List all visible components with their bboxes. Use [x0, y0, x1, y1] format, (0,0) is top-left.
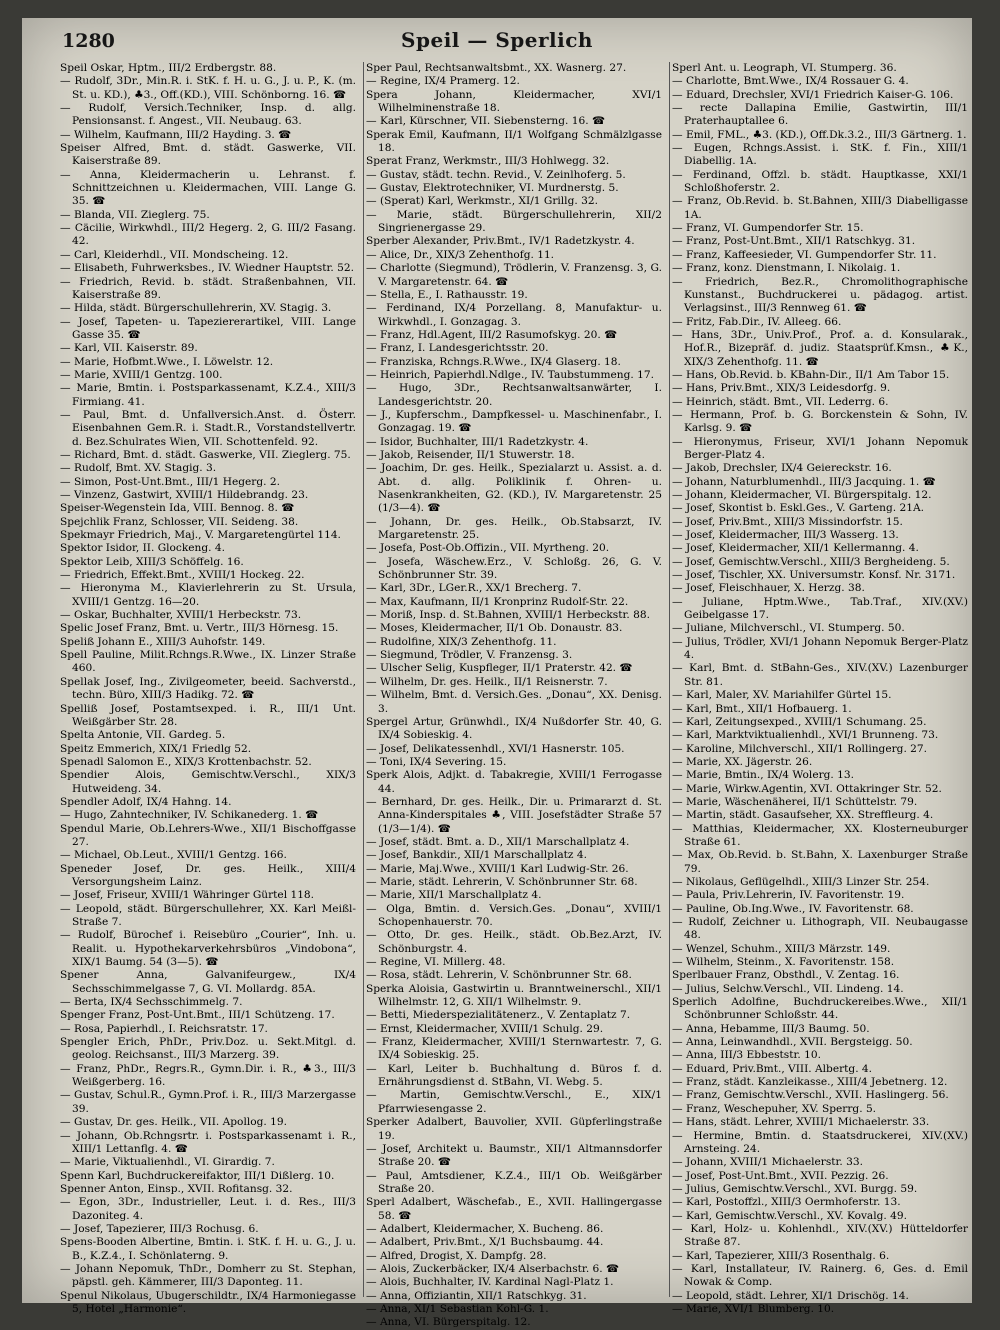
page-number: 1280 — [62, 30, 115, 52]
directory-entry: — Marie, XII/1 Marschallplatz 4. — [366, 889, 542, 902]
directory-entry: — Elisabeth, Fuhrwerksbes., IV. Wiedner Hauptstr. 52. — [60, 262, 354, 275]
directory-entry: — Bernhard, Dr. ges. Heilk., Dir. u. Primararzt d. St. Anna-Kinderspitales ♣, VIII. Josefstädter Straße 57 (1/3—1/4). ☎ — [366, 795, 662, 835]
directory-entry: — Eduard, Priv.Bmt., VIII. Albertg. 4. — [672, 1062, 873, 1075]
directory-entry: Spektor Leib, XIII/3 Schöffelg. 16. — [60, 555, 244, 568]
directory-entry: — Johann, Dr. ges. Heilk., Ob.Stabsarzt, IV. Margaretenstr. 25. — [366, 515, 662, 542]
directory-entry: — Charlotte (Siegmund), Trödlerin, V. Franzensg. 3, G. V. Margaretenstr. 64. ☎ — [366, 262, 662, 288]
directory-entry: — Heinrich, städt. Bmt., VII. Lederrg. 6. — [672, 395, 889, 408]
directory-entry: — Franz, I. Landesgerichtsstr. 20. — [366, 342, 549, 355]
directory-entry: — Anna, Leinwandhdl., XVII. Bergsteigg. 50. — [672, 1036, 913, 1049]
directory-entry: — Friedrich, Revid. b. städt. Straßenbahnen, VII. Kaiserstraße 89. — [60, 275, 356, 301]
directory-entry: — Franz, Gemischtw.Verschl., XVII. Haslingerg. 56. — [672, 1089, 949, 1102]
directory-entry: — Josef, Tapezierer, III/3 Rochusg. 6. — [60, 1222, 259, 1235]
directory-entry: — Leopold, städt. Lehrer, XI/1 Drischög. 14. — [672, 1289, 909, 1302]
directory-entry: — Regine, IX/4 Pramerg. 12. — [366, 75, 520, 88]
directory-entry: Sperat Franz, Werkmstr., III/3 Hohlwegg. 32. — [366, 155, 610, 168]
directory-entry: — Betti, Miederspezialitätenerz., V. Zentaplatz 7. — [366, 1009, 631, 1022]
directory-entry: — Anna, XI/1 Sebastian Kohl-G. 1. — [366, 1302, 549, 1315]
directory-entry: Sperl Ant. u. Leograph, VI. Stumperg. 36. — [672, 62, 897, 74]
directory-columns — [60, 62, 968, 1329]
directory-entry: — Johann, Ob.Rchngsrtr. i. Postsparkassenamt i. R., XIII/1 Lettanflg. 4. ☎ — [60, 1129, 356, 1155]
directory-entry: Sperka Aloisia, Gastwirtin u. Branntweinerschl., XII/1 Wilhelmstr. 12, G. XII/1 Wilhelmstr. 9. — [366, 982, 662, 1009]
directory-entry: — Franz, PhDr., Regrs.R., Gymn.Dir. i. R., ♣3., III/3 Weißgerberg. 16. — [60, 1062, 356, 1089]
directory-entry: — Karl, Postoffzl., XIII/3 Oermhoferstr. 13. — [672, 1196, 901, 1209]
directory-entry: Sperak Emil, Kaufmann, II/1 Wolfgang Schmälzlgasse 18. — [366, 128, 662, 155]
directory-entry: — Franz, Hdl.Agent, III/2 Rasumofskyg. 20. ☎ — [366, 328, 618, 341]
directory-entry: — Karl, Bmt. d. StBahn-Ges., XIV.(XV.) Lazenburger Str. 81. — [672, 662, 968, 688]
directory-entry: — Marie, XVIII/1 Gentzg. 100. — [60, 368, 223, 381]
directory-entry: — Alois, Buchhalter, IV. Kardinal Nagl-Platz 1. — [366, 1276, 614, 1289]
directory-entry: — Charlotte, Bmt.Wwe., IX/4 Rossauer G. 4. — [672, 75, 909, 88]
directory-entry: — Marie, Viktualienhdl., VI. Girardig. 7. — [60, 1156, 275, 1169]
directory-entry: — Blanda, VII. Zieglerg. 75. — [60, 208, 210, 221]
directory-entry: Spendier Alois, Gemischtw.Verschl., XIX/3 Hutweideng. 34. — [60, 769, 356, 795]
directory-entry: Spelta Antonie, VII. Gardeg. 5. — [60, 729, 226, 742]
directory-entry: — Hans, 3Dr., Univ.Prof., Prof. a. d. Konsularak., Hof.R., Bizepräf. d. judiz. Staatsprüf.Kmsn., ♣K., XIX/3 Zehenthofg. 11. ☎ — [672, 328, 968, 368]
directory-entry: — Karoline, Milchverschl., XII/1 Rollingerg. 27. — [672, 742, 928, 755]
directory-entry: — Max, Ob.Revid. b. St.Bahn, X. Laxenburger Straße 79. — [672, 849, 968, 875]
directory-entry: — Gustav, Schul.R., Gymn.Prof. i. R., III/3 Marzergasse 39. — [60, 1089, 356, 1115]
directory-entry: — Hieronyma M., Klavierlehrerin zu St. Ursula, XVIII/1 Gentzg. 16—20. — [60, 582, 356, 608]
directory-entry: Sperl Adalbert, Wäschefab., E., XVII. Hallingergasse 58. ☎ — [366, 1196, 662, 1222]
directory-entry: — Hermine, Bmtin. d. Staatsdruckerei, XIV.(XV.) Arnsteing. 24. — [672, 1129, 968, 1155]
directory-entry: — Rudolf, Bmt. XV. Stagig. 3. — [60, 462, 217, 475]
directory-entry: — Fritz, Fab.Dir., IV. Alleeg. 66. — [672, 315, 842, 328]
directory-entry: — Hermann, Prof. b. G. Borckenstein & Sohn, IV. Karlsg. 9. ☎ — [672, 408, 968, 435]
directory-entry: — Josef, Friseur, XVIII/1 Währinger Gürtel 118. — [60, 889, 315, 902]
directory-entry: — Josef, Bankdir., XII/1 Marschallplatz 4. — [366, 849, 587, 862]
directory-entry: — Friedrich, Bez.R., Chromolithographische Kunstanst., Buchdruckerei u. pädagog. artist. Verlagsinst., III/3 Rennweg 61. ☎ — [672, 275, 968, 315]
directory-entry: — recte Dallapina Emilie, Gastwirtin, III/1 Praterhauptallee 6. — [672, 102, 968, 128]
directory-entry: — Anna, Kleidermacherin u. Lehranst. f. Schnittzeichnen u. Kleidermachen, VIII. Lange G. 35. ☎ — [60, 168, 356, 208]
directory-entry: — Eugen, Rchngs.Assist. i. StK. f. Fin., XIII/1 Diabellig. 1A. — [672, 142, 968, 168]
directory-entry: — (Sperat) Karl, Werkmstr., XI/1 Grillg. 32. — [366, 195, 598, 208]
directory-entry: — Otto, Dr. ges. Heilk., städt. Ob.Bez.Arzt, IV. Schönburgstr. 4. — [366, 929, 662, 955]
directory-entry: — Paula, Priv.Lehrerin, IV. Favoritenstr. 19. — [672, 889, 905, 902]
directory-entry: — Vinzenz, Gastwirt, XVIII/1 Hildebrandg. 23. — [60, 489, 309, 501]
directory-entry: — Toni, IX/4 Severing. 15. — [366, 755, 507, 768]
directory-entry: — Oskar, Buchhalter, XVIII/1 Herbeckstr. 73. — [60, 609, 302, 622]
directory-entry: Speneder Josef, Dr. ges. Heilk., XIII/4 Versorgungsheim Lainz. — [60, 862, 356, 888]
directory-entry: — Marie, XVI/1 Blumberg. 10. — [672, 1302, 835, 1315]
directory-entry: — Adalbert, Kleidermacher, X. Bucheng. 86. — [366, 1222, 604, 1235]
directory-entry: — Olga, Bmtin. d. Versich.Ges. „Donau“, XVIII/1 Schopenhauerstr. 70. — [366, 902, 662, 928]
directory-entry: — Karl, Maler, XV. Mariahilfer Gürtel 15. — [672, 689, 892, 702]
directory-entry: — Marie, Wäschenäherei, II/1 Schüttelstr. 79. — [672, 795, 918, 808]
directory-entry: — Karl, Bmt., XII/1 Hofbauerg. 1. — [672, 702, 852, 715]
directory-entry: Spelic Josef Franz, Bmt. u. Vertr., III/3 Hörnesg. 15. — [60, 622, 339, 635]
directory-entry: — Julius, Trödler, XVI/1 Johann Nepomuk Berger-Platz 4. — [672, 635, 968, 662]
directory-entry: — Wilhelm, Kaufmann, III/2 Hayding. 3. ☎ — [60, 128, 292, 141]
directory-entry: — Gustav, Elektrotechniker, VI. Murdnerstg. 5. — [366, 182, 619, 195]
directory-entry: — Max, Kaufmann, II/1 Kronprinz Rudolf-Str. 22. — [366, 595, 629, 608]
directory-entry: — Richard, Bmt. d. städt. Gaswerke, VII. Zieglerg. 75. — [60, 448, 351, 461]
directory-entry: — Martin, Gemischtw.Verschl., E., XIX/1 Pfarrwiesengasse 2. — [366, 1089, 662, 1115]
directory-entry: Spendul Marie, Ob.Lehrers-Wwe., XII/1 Bischoffgasse 27. — [60, 822, 356, 848]
directory-entry: — Rudolf, 3Dr., Min.R. i. StK. f. H. u. G., J. u. P., K. (m. St. u. KD.), ♣3., Off.(KD.), VIII. Schönborng. 16. ☎ — [60, 75, 356, 101]
directory-entry: — Gustav, städt. techn. Revid., V. Zeinlhoferg. 5. — [366, 168, 626, 181]
column-1 — [60, 62, 356, 1315]
directory-entry: Spelliß Josef, Postamtsexped. i. R., III/1 Unt. Weißgärber Str. 28. — [60, 702, 356, 728]
directory-entry: — Moses, Kleidermacher, II/1 Ob. Donaustr. 83. — [366, 622, 623, 635]
directory-entry: — Franz, VI. Gumpendorfer Str. 15. — [672, 222, 864, 235]
directory-entry: — Wilhelm, Bmt. d. Versich.Ges. „Donau“, XX. Denisg. 3. — [366, 689, 662, 715]
directory-entry: — Berta, IX/4 Sechsschimmelg. 7. — [60, 996, 243, 1009]
directory-entry: — Josef, Tapeten- u. Tapeziererartikel, VIII. Lange Gasse 35. ☎ — [60, 315, 356, 341]
directory-entry: — Karl, Gemischtw.Verschl., XV. Kovalg. 49. — [672, 1209, 907, 1222]
directory-entry: — Egon, 3Dr., Industrieller, Leut. i. d. Res., III/3 Dazoniteg. 4. — [60, 1196, 356, 1222]
directory-entry: — Karl, Marktviktualienhdl., XVI/1 Brunneng. 73. — [672, 729, 939, 742]
directory-entry: — Leopold, städt. Bürgerschullehrer, XX. Karl Meißl-Straße 7. — [60, 902, 356, 928]
directory-entry: — Johann, Kleidermacher, VI. Bürgerspitalg. 12. — [672, 489, 932, 501]
directory-entry: — Simon, Post-Unt.Bmt., III/1 Hegerg. 2. — [60, 475, 280, 488]
directory-entry: — Wilhelm, Steinm., X. Favoritenstr. 158. — [672, 956, 895, 969]
directory-entry: Spekmayr Friedrich, Maj., V. Margaretengürtel 114. — [60, 529, 341, 542]
directory-entry: — Franz, städt. Kanzleikasse., XIII/4 Jebetnerg. 12. — [672, 1076, 948, 1089]
directory-entry: — Michael, Ob.Leut., XVIII/1 Gentzg. 166. — [60, 849, 287, 862]
directory-entry: Spenger Franz, Post-Unt.Bmt., III/1 Schützeng. 17. — [60, 1009, 335, 1022]
directory-entry: — Ferdinand, IX/4 Porzellang. 8, Manufaktur- u. Wirkwhdl., I. Gonzagag. 3. — [366, 302, 662, 328]
directory-entry: Speitz Emmerich, XIX/1 Friedlg 52. — [60, 742, 252, 755]
directory-entry: — Marie, Bmtin. i. Postsparkassenamt, K.Z.4., XIII/3 Firmiang. 41. — [60, 382, 356, 408]
directory-entry: — Hieronymus, Friseur, XVI/1 Johann Nepomuk Berger-Platz 4. — [672, 435, 968, 461]
directory-entry: — Karl, Leiter b. Buchhaltung d. Büros f. d. Ernährungsdienst d. StBahn, VI. Webg. 5. — [366, 1062, 662, 1089]
directory-entry: Sperk Alois, Adjkt. d. Tabakregie, XVIII/1 Ferrogasse 44. — [366, 769, 662, 795]
directory-entry: — Josefa, Wäschew.Erz., V. Schloßg. 26, G. V. Schönbrunner Str. 39. — [366, 555, 662, 582]
directory-entry: — Johann, Naturblumenhdl., III/3 Jacquing. 1. ☎ — [672, 475, 936, 488]
directory-entry: — Friedrich, Effekt.Bmt., XVIII/1 Hockeg. 22. — [60, 569, 305, 582]
directory-entry: — Josef, Post-Unt.Bmt., XVII. Pezzig. 26. — [672, 1169, 889, 1182]
column-2 — [366, 62, 662, 1329]
directory-entry: — Jakob, Drechsler, IX/4 Geiereckstr. 16. — [672, 462, 892, 475]
directory-entry: Sperber Alexander, Priv.Bmt., IV/1 Radetzkystr. 4. — [366, 235, 635, 248]
directory-entry: — Josef, Kleidermacher, III/3 Wasserg. 13. — [672, 529, 899, 542]
directory-entry: — Alois, Zuckerbäcker, IX/4 Alserbachstr. 6. ☎ — [366, 1262, 620, 1275]
directory-entry: — Heinrich, Papierhdl.Ndlge., IV. Taubstummeng. 17. — [366, 368, 654, 381]
directory-entry: — Josef, Fleischhauer, X. Herzg. 38. — [672, 582, 865, 595]
directory-entry: — Karl, Holz- u. Kohlenhdl., XIV.(XV.) Hütteldorfer Straße 87. — [672, 1222, 968, 1249]
directory-entry: — Emil, FML., ♣3. (KD.), Off.Dk.3.2., III/3 Gärtnerg. 1. — [672, 128, 967, 141]
directory-entry: — Rudolf, Versich.Techniker, Insp. d. allg. Pensionsanst. f. Angest., VII. Neubaug. 63. — [60, 102, 356, 128]
directory-entry: Spenul Nikolaus, Ubugerschildtr., IX/4 Harmoniegasse 5, Hotel „Harmonie“. — [60, 1289, 356, 1315]
directory-entry: — Karl, 3Dr., LGer.R., XX/1 Brecherg. 7. — [366, 582, 582, 595]
directory-entry: — Alice, Dr., XIX/3 Zehenthofg. 11. — [366, 248, 555, 261]
directory-entry: — Pauline, Ob.Ing.Wwe., IV. Favoritenstr. 68. — [672, 902, 914, 915]
directory-entry: — Hugo, Zahntechniker, IV. Schikanederg. 1. ☎ — [60, 809, 319, 822]
directory-entry: Spergel Artur, Grünwhdl., IX/4 Nußdorfer Str. 40, G. IX/4 Sobieskig. 4. — [366, 715, 662, 742]
directory-entry: — Marie, XX. Jägerstr. 26. — [672, 755, 813, 768]
directory-entry: — Franz, Ob.Revid. b. St.Bahnen, XIII/3 Diabelligasse 1A. — [672, 195, 968, 221]
directory-entry: Spens-Booden Albertine, Bmtin. i. StK. f. H. u. G., J. u. B., K.Z.4., I. Schönlaterng. 9. — [60, 1236, 356, 1262]
directory-entry: — Siegmund, Trödler, V. Franzensg. 3. — [366, 649, 573, 662]
directory-entry: Spendler Adolf, IX/4 Hahng. 14. — [60, 795, 232, 808]
directory-entry: — Hans, städt. Lehrer, XVIII/1 Michaelerstr. 33. — [672, 1116, 930, 1129]
directory-entry: — Rudolfine, XIX/3 Zehenthofg. 11. — [366, 635, 557, 648]
directory-entry: Speliß Johann E., XIII/3 Auhofstr. 149. — [60, 635, 266, 648]
directory-entry: — Josef, städt. Bmt. a. D., XII/1 Marschallplatz 4. — [366, 835, 630, 848]
directory-entry: — Marie, städt. Lehrerin, V. Schönbrunner Str. 68. — [366, 875, 638, 888]
directory-entry: — Rudolf, Bürochef i. Reisebüro „Courier“, Inh. u. Realit. u. Hypothekarverkehrsbüros „Vindobona“, XIX/1 Baumg. 54 (3—5). ☎ — [60, 929, 356, 969]
directory-entry: Sperker Adalbert, Bauvolier, XVII. Güpferlingstraße 19. — [366, 1116, 662, 1142]
directory-entry: — Marie, Maj.Wwe., XVIII/1 Karl Ludwig-Str. 26. — [366, 862, 629, 875]
directory-entry: — Stella, E., I. Rathausstr. 19. — [366, 288, 528, 301]
directory-entry: Sperlbauer Franz, Obsthdl., V. Zentag. 16. — [672, 969, 900, 982]
directory-entry: Spektor Isidor, II. Glockeng. 4. — [60, 542, 225, 555]
directory-entry: Spenner Anton, Einsp., XVII. Rofitansg. 32. — [60, 1182, 293, 1195]
directory-entry: Spenadl Salomon E., XIX/3 Krottenbachstr. 52. — [60, 755, 312, 768]
directory-entry: — J., Kupferschm., Dampfkessel- u. Maschinenfabr., I. Gonzagag. 19. ☎ — [366, 408, 662, 435]
directory-entry: — Rosa, Papierhdl., I. Reichsratstr. 17. — [60, 1022, 268, 1035]
directory-entry: Spejchlik Franz, Schlosser, VII. Seideng. 38. — [60, 515, 299, 528]
directory-entry: — Franz, Kleidermacher, XVIII/1 Sternwartestr. 7, G. IX/4 Sobieskig. 25. — [366, 1036, 662, 1062]
directory-entry: — Julius, Selchw.Verschl., VII. Lindeng. 14. — [672, 982, 904, 995]
directory-entry: — Julius, Gemischtw.Verschl., XVI. Burgg. 59. — [672, 1182, 918, 1195]
directory-entry: — Anna, III/3 Ebbeststr. 10. — [672, 1049, 821, 1062]
directory-entry: — Ferdinand, Offzl. b. städt. Hauptkasse, XXI/1 Schloßhoferstr. 2. — [672, 168, 968, 195]
directory-entry: — Eduard, Drechsler, XVI/1 Friedrich Kaiser-G. 106. — [672, 88, 954, 101]
directory-entry: — Johann, XVIII/1 Michaelerstr. 33. — [672, 1156, 864, 1169]
page-header — [22, 26, 972, 54]
running-head: Speil — Sperlich — [401, 28, 593, 52]
column-divider — [363, 62, 364, 1297]
directory-entry: — Juliane, Hptm.Wwe., Tab.Traf., XIV.(XV.) Geibelgasse 17. — [672, 595, 968, 622]
directory-entry: — Marie, Wirkw.Agentin, XVI. Ottakringer Str. 52. — [672, 782, 942, 795]
directory-entry: — Paul, Bmt. d. Unfallversich.Anst. d. Österr. Eisenbahnen Gem.R. i. Stadt.R., Vorstandstellvertr. d. Bez.Schulrates Wien, VII. Schottenfeld. 92. — [60, 408, 356, 448]
directory-entry: Spengler Erich, PhDr., Priv.Doz. u. Sekt.Mitgl. d. geolog. Reichsanst., III/3 Marzerg. 39. — [60, 1036, 356, 1062]
directory-entry: Spell Pauline, Milit.Rchngs.R.Wwe., IX. Linzer Straße 460. — [60, 649, 356, 675]
directory-entry: — Martin, städt. Gasaufseher, XX. Streffleurg. 4. — [672, 809, 934, 822]
directory-entry: — Anna, Hebamme, III/3 Baumg. 50. — [672, 1022, 870, 1035]
directory-entry: — Rudolf, Zeichner u. Lithograph, VII. Neubaugasse 48. — [672, 916, 968, 942]
directory-entry: — Josef, Delikatessenhdl., XVI/1 Hasnerstr. 105. — [366, 742, 625, 755]
directory-entry: — Franz, Weschepuher, XV. Sperrg. 5. — [672, 1102, 877, 1115]
directory-entry: Spenn Karl, Buchdruckereifaktor, III/1 Dißlerg. 10. — [60, 1169, 335, 1182]
directory-entry: — Franz, Post-Unt.Bmt., XII/1 Ratschkyg. 31. — [672, 235, 916, 248]
directory-entry: — Jakob, Reisender, II/1 Stuwerstr. 18. — [366, 448, 575, 461]
directory-entry: Speiser-Wegenstein Ida, VIII. Bennog. 8. ☎ — [60, 502, 295, 515]
directory-entry: — Hans, Priv.Bmt., XIX/3 Leidesdorfg. 9. — [672, 382, 891, 395]
directory-entry: — Marie, Hofbmt.Wwe., I. Löwelstr. 12. — [60, 355, 274, 368]
directory-entry: — Josef, Kleidermacher, XII/1 Kellermanng. 4. — [672, 542, 919, 555]
directory-entry: — Hans, Ob.Revid. b. KBahn-Dir., II/1 Am Tabor 15. — [672, 368, 950, 381]
directory-entry: — Franz, Kaffeesieder, VI. Gumpendorfer Str. 11. — [672, 248, 937, 261]
directory-entry: — Josefa, Post-Ob.Offizin., VII. Myrtheng. 20. — [366, 542, 610, 555]
directory-entry: — Carl, Kleiderhdl., VII. Mondscheing. 12. — [60, 248, 289, 261]
directory-entry: — Paul, Amtsdiener, K.Z.4., III/1 Ob. Weißgärber Straße 20. — [366, 1169, 662, 1195]
directory-entry: — Marie, städt. Bürgerschullehrerin, XII/2 Singrienergasse 29. — [366, 208, 662, 235]
directory-entry: Spener Anna, Galvanifeurgew., IX/4 Sechsschimmelgasse 7, G. VI. Mollardg. 85A. — [60, 969, 356, 995]
directory-entry: — Cäcilie, Wirkwhdl., III/2 Hegerg. 2, G. III/2 Fasang. 42. — [60, 222, 356, 248]
directory-entry: — Nikolaus, Geflügelhdl., XIII/3 Linzer Str. 254. — [672, 875, 930, 888]
directory-entry: Spellak Josef, Ing., Zivilgeometer, beeid. Sachverstd., techn. Büro, XIII/3 Hadikg. 72. ☎ — [60, 675, 356, 702]
directory-entry: — Isidor, Buchhalter, III/1 Radetzkystr. 4. — [366, 435, 589, 448]
directory-entry: — Josef, Priv.Bmt., XIII/3 Missindorfstr. 15. — [672, 515, 903, 528]
directory-entry: — Anna, Offiziantin, XII/1 Ratschkyg. 31. — [366, 1289, 587, 1302]
directory-entry: — Wilhelm, Dr. ges. Heilk., II/1 Reisnerstr. 7. — [366, 675, 608, 688]
directory-entry: — Franz, konz. Dienstmann, I. Nikolaig. 1. — [672, 262, 901, 275]
directory-entry: — Wenzel, Schuhm., XIII/3 Märzstr. 149. — [672, 942, 891, 955]
directory-entry: — Johann Nepomuk, ThDr., Domherr zu St. Stephan, päpstl. geh. Kämmerer, III/3 Daponteg. 11. — [60, 1262, 356, 1289]
directory-entry: — Adalbert, Priv.Bmt., X/1 Buchsbaumg. 44. — [366, 1236, 604, 1249]
directory-entry: — Josef, Gemischtw.Verschl., XIII/3 Bergheideng. 5. — [672, 555, 950, 568]
directory-entry: — Hugo, 3Dr., Rechtsanwaltsanwärter, I. Landesgerichtstr. 20. — [366, 382, 662, 408]
directory-entry: — Moriß, Insp. d. St.Bahnen, XVIII/1 Herbeckstr. 88. — [366, 609, 650, 622]
directory-entry: — Karl, Installateur, IV. Rainerg. 6, Ges. d. Emil Nowak & Comp. — [672, 1262, 968, 1289]
directory-entry: — Josef, Architekt u. Baumstr., XII/1 Altmannsdorfer Straße 20. ☎ — [366, 1142, 662, 1169]
column-divider — [669, 62, 670, 1297]
directory-entry: Speil Oskar, Hptm., III/2 Erdbergstr. 88. — [60, 62, 277, 74]
directory-entry: — Alfred, Drogist, X. Dampfg. 28. — [366, 1249, 547, 1262]
directory-entry: — Franziska, Rchngs.R.Wwe., IX/4 Glaserg. 18. — [366, 355, 621, 368]
directory-entry: — Karl, VII. Kaiserstr. 89. — [60, 342, 198, 355]
directory-entry: — Juliane, Milchverschl., VI. Stumperg. 50. — [672, 622, 905, 635]
directory-entry: — Karl, Tapezierer, XIII/3 Rosenthalg. 6. — [672, 1249, 890, 1262]
directory-entry: — Ulscher Selig, Kuspfleger, II/1 Praterstr. 42. ☎ — [366, 662, 633, 675]
column-3 — [672, 62, 968, 1315]
directory-entry: — Regine, VI. Millerg. 48. — [366, 956, 506, 969]
directory-entry: — Josef, Skontist b. Eskl.Ges., V. Garteng. 21A. — [672, 502, 925, 515]
directory-entry: — Hilda, städt. Bürgerschullehrerin, XV. Stagig. 3. — [60, 302, 332, 315]
directory-entry: — Matthias, Kleidermacher, XX. Klosterneuburger Straße 61. — [672, 822, 968, 848]
directory-entry: — Rosa, städt. Lehrerin, V. Schönbrunner Str. 68. — [366, 969, 632, 982]
directory-entry: — Karl, Zeitungsexped., XVIII/1 Schumang. 25. — [672, 715, 927, 728]
directory-entry: — Joachim, Dr. ges. Heilk., Spezialarzt u. Assist. a. d. Abt. d. allg. Poliklinik f. Ohren- u. Nasenkrankheiten, G2. (KD.), IV. Margaretenstr. 25 (1/3—4). ☎ — [366, 462, 662, 515]
directory-entry: — Josef, Tischler, XX. Universumstr. Konsf. Nr. 3171. — [672, 569, 956, 582]
directory-entry: — Ernst, Kleidermacher, XVIII/1 Schulg. 29. — [366, 1022, 604, 1035]
directory-entry: Spera Johann, Kleidermacher, XVI/1 Wilhelminenstraße 18. — [366, 88, 662, 115]
directory-entry: Sper Paul, Rechtsanwaltsbmt., XX. Wasnerg. 27. — [366, 62, 627, 74]
directory-entry: — Marie, Bmtin., IX/4 Wolerg. 13. — [672, 769, 855, 782]
directory-entry: Speiser Alfred, Bmt. d. städt. Gaswerke, VII. Kaiserstraße 89. — [60, 142, 356, 168]
directory-entry: — Karl, Kürschner, VII. Siebensterng. 16. ☎ — [366, 115, 606, 128]
directory-entry: Sperlich Adolfine, Buchdruckereibes.Wwe., XII/1 Schönbrunner Schloßstr. 44. — [672, 996, 968, 1022]
directory-entry: — Gustav, Dr. ges. Heilk., VII. Apollog. 19. — [60, 1116, 287, 1129]
directory-entry: — Anna, VI. Bürgerspitalg. 12. — [366, 1316, 531, 1329]
